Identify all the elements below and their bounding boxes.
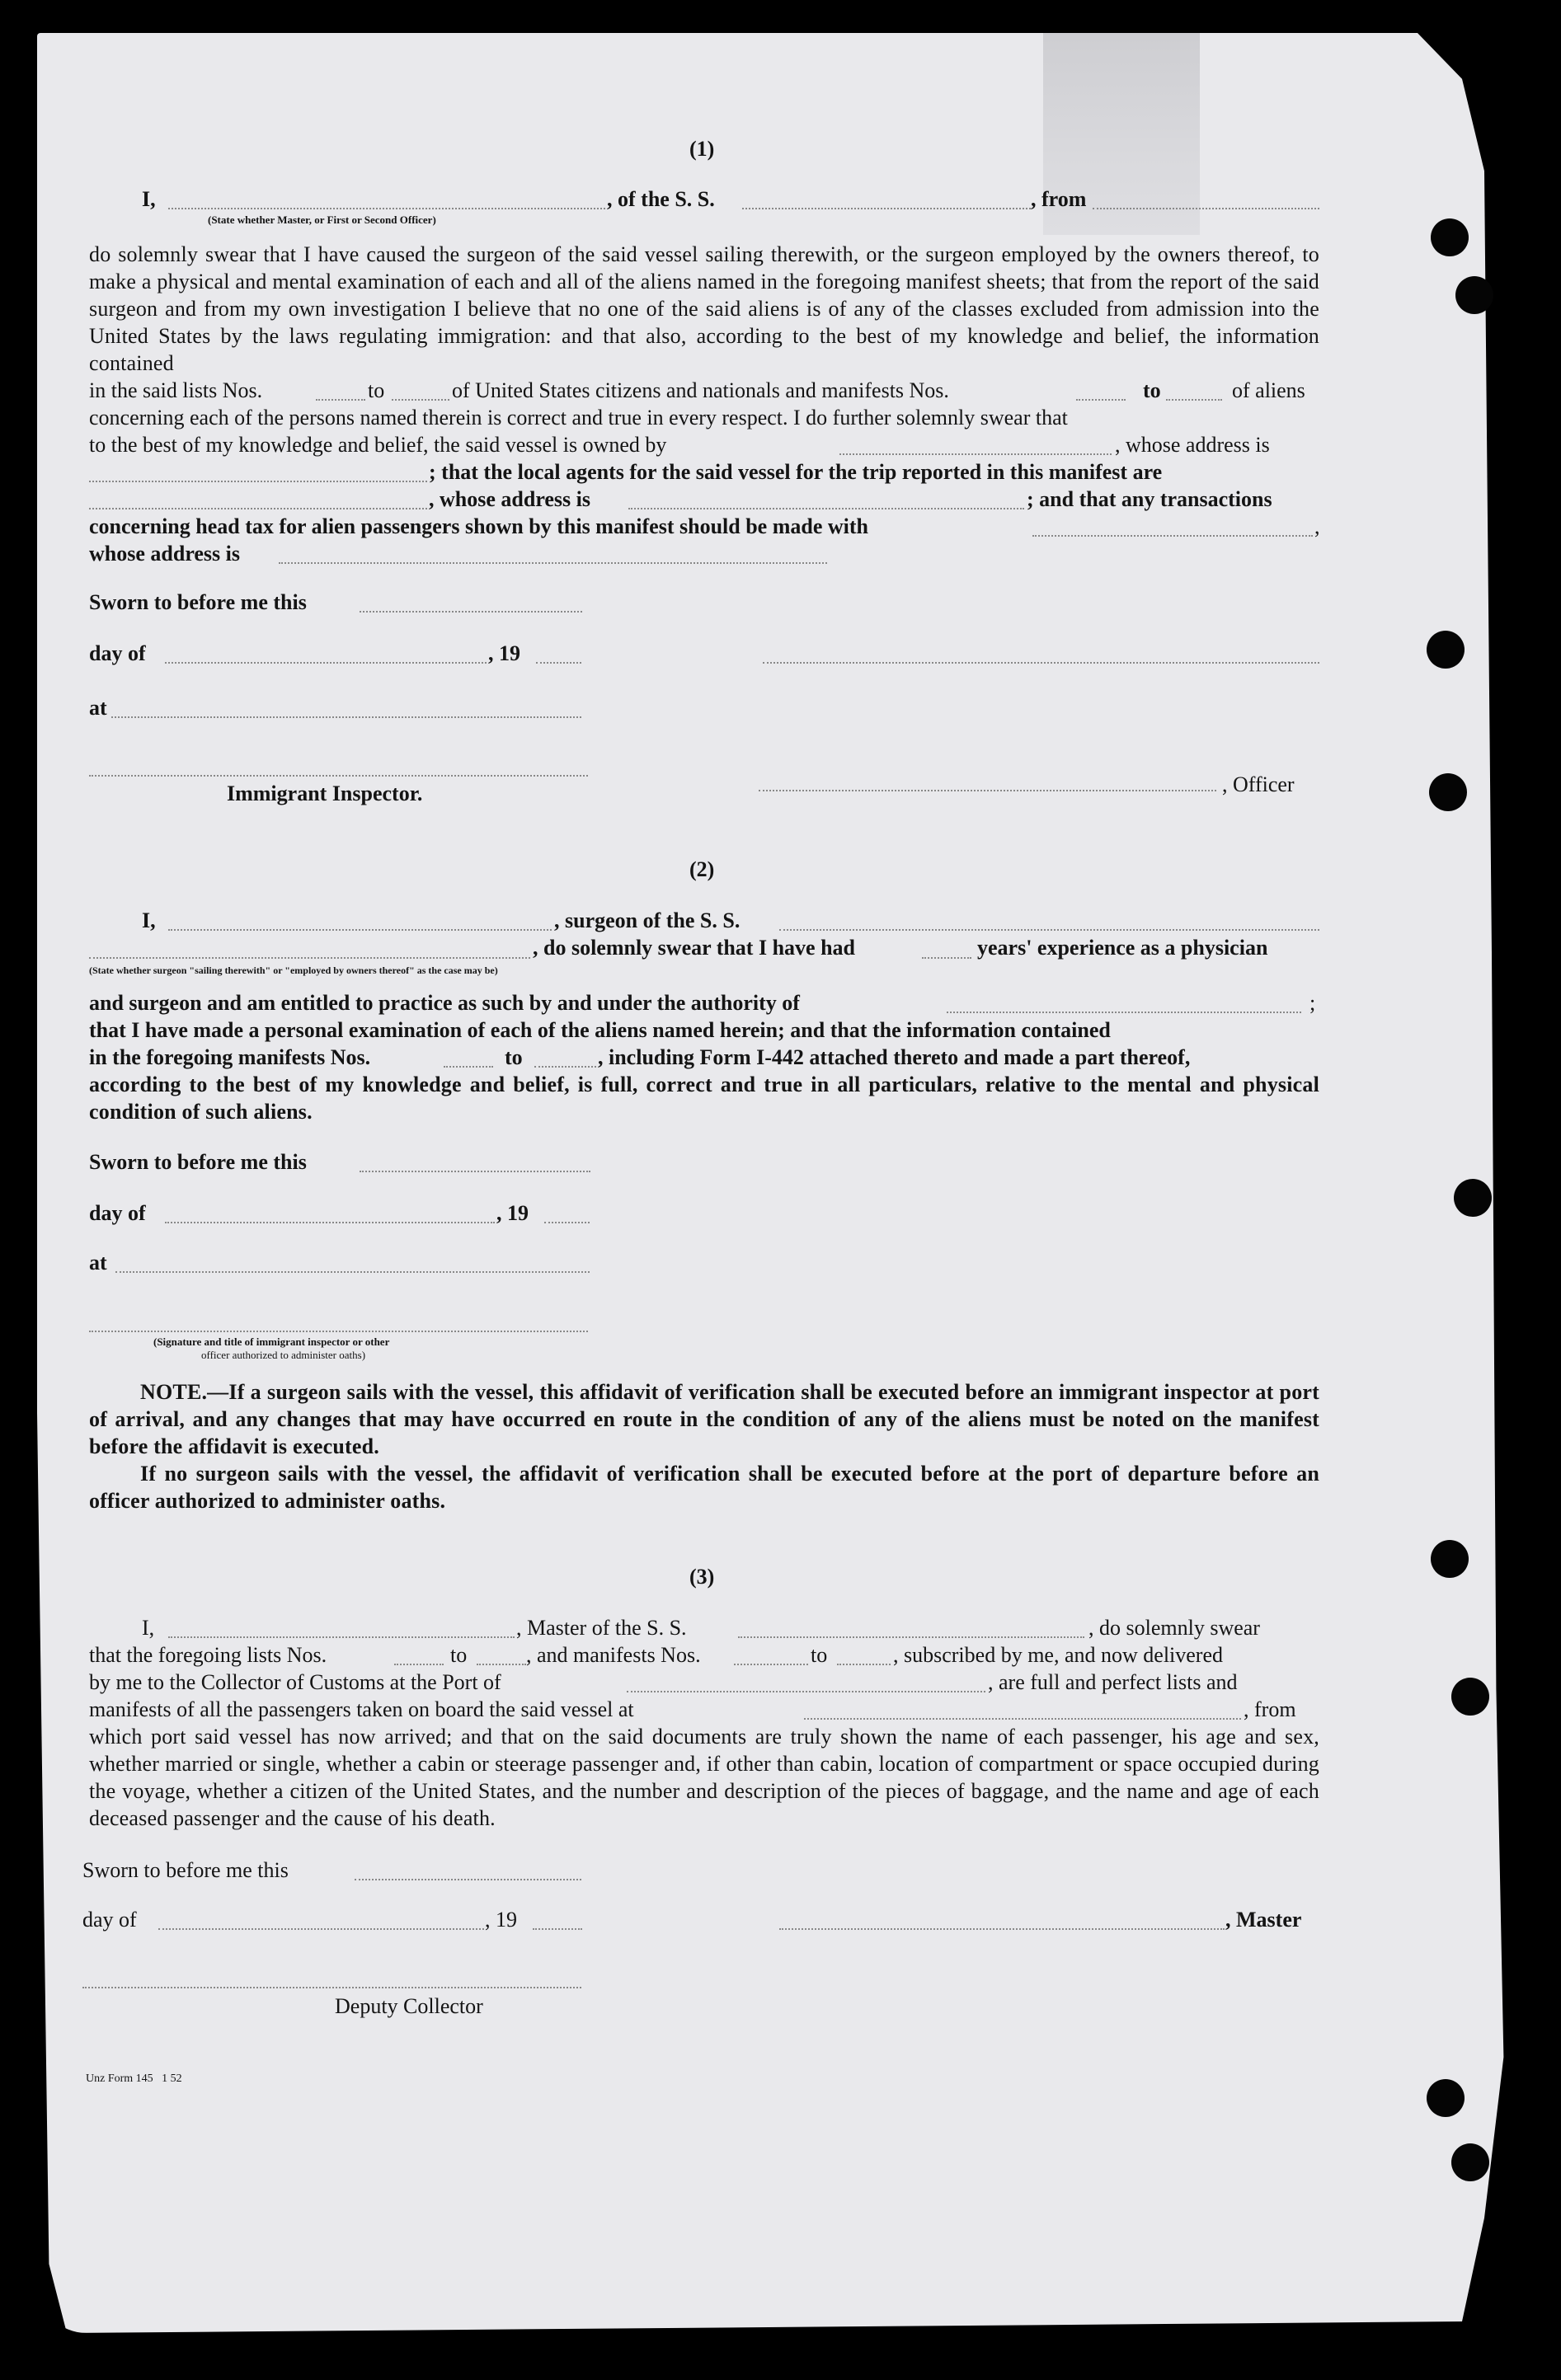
year-prefix-3: , 19 [485,1908,517,1932]
section-1-body: do solemnly swear that I have caused the surgeon of the said vessel sailing therewith, or the surgeon employed by the owners thereof, to make a physical and mental examination of each and all of the aliens named in the foregoing manifest sheets; that from the report of the said surgeon and from my own investigation I believe that no one of the said aliens is of any of the classes excluded from admission into the United States by the laws regulating immigration: and that also, according to the best of my knowledge and belief, the information contained [89,242,1319,375]
authority-label: and surgeon and am entitled to practice as such by and under the authority of [89,991,800,1015]
head-tax-label: concerning head tax for alien passengers shown by this manifest should be made with [89,514,869,538]
agents-address-label: , whose address is [429,487,591,511]
examination-line: that I have made a personal examination of each of the aliens named herein; and that the information contained [89,1018,1111,1042]
officer-rank-note: (State whether Master, or First or Second Officer) [208,214,436,226]
signature-note-1: (Signature and title of immigrant inspector or other [153,1336,390,1348]
of-aliens-label: of aliens [1232,378,1305,402]
sworn-date-field-1[interactable] [360,611,582,613]
punch-hole [1427,631,1465,669]
forms-label: in the foregoing manifests Nos. [89,1045,371,1069]
master-name-field[interactable] [168,1636,515,1638]
master-swear-label: , do solemnly swear [1088,1616,1260,1640]
day-month-field-1[interactable] [165,662,487,664]
at-label-2: at [89,1251,107,1274]
owner-address-label: , whose address is [1115,433,1270,457]
surgeon-of-ss-label: , surgeon of the S. S. [554,908,741,932]
inspector-signature-field[interactable] [89,775,588,777]
surgeon-status-field[interactable] [89,957,530,959]
owner-field[interactable] [839,453,1112,455]
officer-label: , Officer [1222,772,1295,796]
surgeon-name-field[interactable] [168,929,552,931]
boarding-port-field[interactable] [804,1718,1241,1720]
punch-hole [1429,773,1467,811]
head-tax-comma: , [1314,514,1320,538]
officer-rank-field[interactable] [168,208,605,209]
punch-hole [1431,1540,1469,1578]
signature-note-2: officer authorized to administer oaths) [201,1349,366,1361]
of-the-ss-label: , of the S. S. [607,187,715,211]
master-signature-field[interactable] [779,1928,1225,1930]
day-month-field-2[interactable] [165,1222,495,1223]
section-3-i: I, [142,1616,155,1640]
agents-address-field[interactable] [628,508,1024,509]
year-field-1[interactable] [536,662,581,664]
day-of-label-2: day of [89,1201,146,1225]
section-1-number: (1) [689,137,715,161]
forms-to-field[interactable] [534,1066,596,1068]
note-paragraph-2: If no surgeon sails with the vessel, the affidavit of verification shall be executed before at the port of departure before an officer authorized to administer oaths. [89,1462,1319,1513]
master-lists-label: that the foregoing lists Nos. [89,1643,327,1667]
section-3-number: (3) [689,1565,715,1589]
owner-address-field[interactable] [89,481,427,482]
master-lists-to-label: to [450,1643,468,1667]
punch-hole [1431,218,1469,256]
deputy-collector-label: Deputy Collector [335,1994,483,2018]
surgeon-status-note: (State whether surgeon "sailing therewith" or "employed by owners thereof" as the case may be) [89,965,498,976]
lists-label: in the said lists Nos. [89,378,263,402]
deputy-signature-field[interactable] [82,1987,581,1988]
section-3-body: which port said vessel has now arrived; and that on the said documents are truly shown the name of each passenger, his age and sex, whether married or single, whether a cabin or steerage passenger and, if other than cabin, location of compartment or space occupied during the voyage, whether a citizen of the United States, and the number and description of the pieces of baggage, and the name and age of each deceased passenger and the cause of his death. [89,1725,1319,1830]
master-manifests-to-field[interactable] [837,1664,891,1665]
administrator-signature-field[interactable] [89,1331,588,1332]
forms-to-label: to [505,1045,523,1069]
lists-from-field[interactable] [316,399,365,401]
day-of-label-3: day of [82,1908,137,1932]
master-vessel-field[interactable] [738,1636,1084,1638]
from-port-field[interactable] [1093,208,1319,209]
vessel-name-field[interactable] [742,208,1031,209]
local-agents-label: ; that the local agents for the said vessel for the trip reported in this manifest are [429,460,1163,484]
subscribed-label: , subscribed by me, and now delivered [893,1643,1224,1667]
officer-name-field[interactable] [759,790,1216,791]
year-prefix-1: , 19 [488,641,520,665]
master-of-ss-label: , Master of the S. S. [516,1616,687,1640]
manifests-from-field[interactable] [1076,399,1126,401]
sworn-date-field-2[interactable] [360,1171,590,1172]
form-i442-label: , including Form I-442 attached thereto and made a part thereof, [598,1045,1191,1069]
owned-by-label: to the best of my knowledge and belief, the said vessel is owned by [89,433,667,457]
sworn-date-field-3[interactable] [355,1879,581,1880]
manifests-to-label: to [1143,378,1161,402]
master-manifests-to-label: to [811,1643,828,1667]
transactions-label: ; and that any transactions [1027,487,1272,511]
sworn-label-2: Sworn to before me this [89,1150,307,1174]
manifests-to-field[interactable] [1166,399,1222,401]
years-experience-label: years' experience as a physician [977,936,1268,960]
punch-hole [1451,1678,1489,1716]
from-label: , from [1031,187,1087,211]
sworn-label-1: Sworn to before me this [89,590,307,614]
section-2-number: (2) [689,857,715,881]
section-1-i: I, [142,187,156,211]
surgeon-vessel-field[interactable] [779,929,1319,931]
form-identifier: Unz Form 145 1 52 [86,2073,182,2085]
master-lists-from-field[interactable] [394,1664,444,1665]
day-of-label-1: day of [89,641,146,665]
punch-hole [1455,276,1493,314]
section-2-body: according to the best of my knowledge and belief, is full, correct and true in all particulars, relative to the mental and physical condition of such aliens. [89,1073,1319,1124]
from-label-3: , from [1244,1697,1296,1721]
authority-field[interactable] [947,1012,1301,1013]
year-field-2[interactable] [544,1222,590,1223]
year-prefix-2: , 19 [496,1201,529,1225]
surgeon-swear-label: , do solemnly swear that I have had [533,936,856,960]
head-tax-field[interactable] [1032,535,1313,537]
sworn-label-3: Sworn to before me this [82,1858,289,1882]
port-field[interactable] [627,1691,985,1692]
master-manifests-from-field[interactable] [734,1664,808,1665]
punch-hole [1454,1179,1492,1217]
port-label: by me to the Collector of Customs at the Port of [89,1670,501,1694]
lists-to-field[interactable] [392,399,449,401]
authority-semicolon: ; [1309,991,1316,1015]
day-month-field-3[interactable] [158,1928,484,1930]
years-field[interactable] [922,957,971,959]
taken-on-board-label: manifests of all the passengers taken on board the said vessel at [89,1697,634,1721]
forms-from-field[interactable] [444,1066,493,1068]
head-tax-address-field[interactable] [279,562,827,564]
master-lists-to-field[interactable] [477,1664,526,1665]
at-label-1: at [89,696,107,720]
punch-hole [1427,2079,1465,2117]
local-agents-field[interactable] [89,508,427,509]
master-label: , Master [1225,1908,1302,1932]
note-paragraph-1: NOTE.—If a surgeon sails with the vessel, this affidavit of verification shall be executed before an immigrant inspector at port of arrival, and any changes that may have occurred en route in the condition of any of the aliens must be noted on the manifest before the affidavit is executed. [89,1380,1319,1458]
body2-line: concerning each of the persons named therein is correct and true in every respect. I do further solemnly swear that [89,406,1068,430]
lists-to-label: to [368,378,385,402]
at-place-field-1[interactable] [111,716,581,718]
year-field-3[interactable] [533,1928,582,1930]
whose-address-label: whose address is [89,542,241,566]
section-2-i: I, [142,908,156,932]
immigrant-inspector-label: Immigrant Inspector. [227,782,423,805]
punch-hole [1451,2143,1489,2181]
full-lists-label: , are full and perfect lists and [988,1670,1238,1694]
at-place-field-2[interactable] [115,1271,590,1273]
master-manifests-label: , and manifests Nos. [526,1643,701,1667]
citizens-manifests-label: of United States citizens and nationals and manifests Nos. [452,378,949,402]
officer-signature-field-1[interactable] [763,662,1319,664]
